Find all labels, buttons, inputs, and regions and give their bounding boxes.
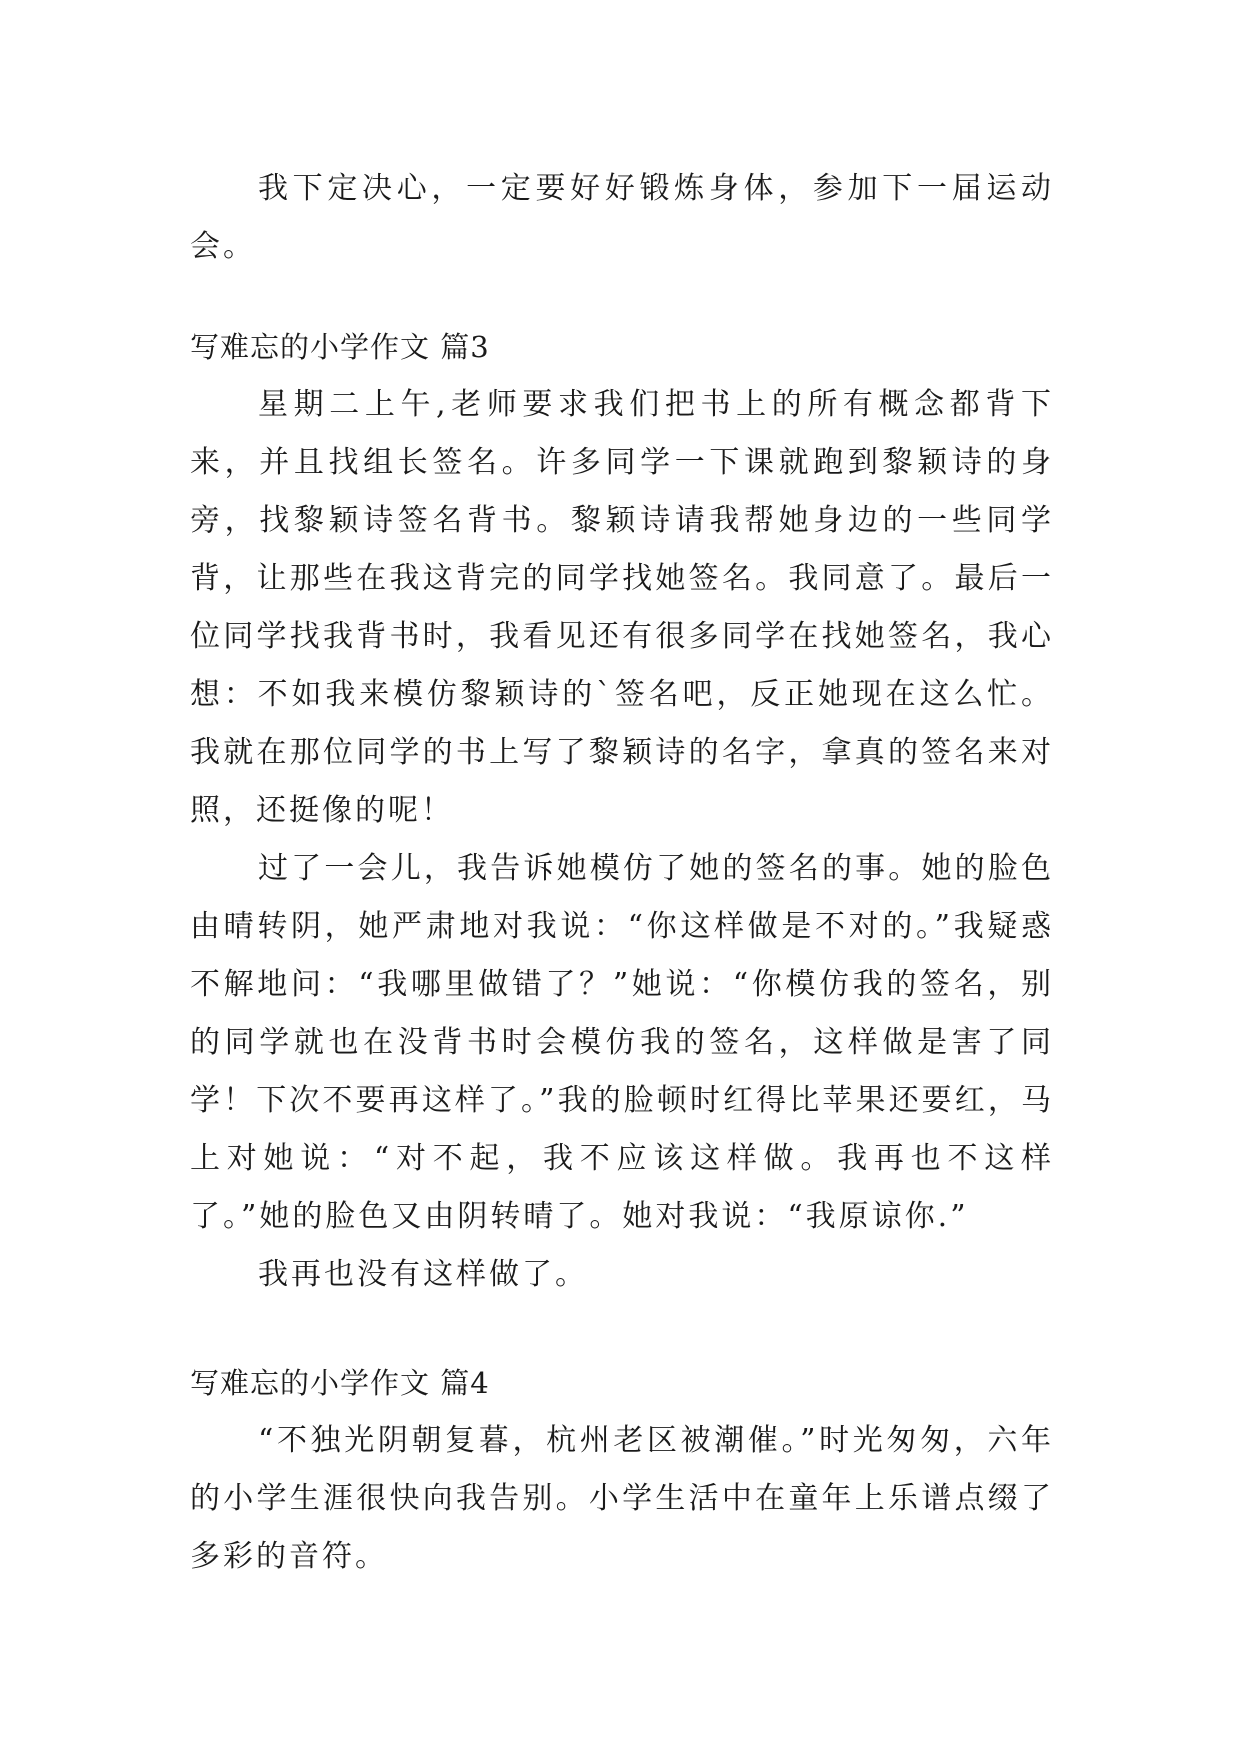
intro-paragraph: 我下定决心，一定要好好锻炼身体，参加下一届运动会。 bbox=[190, 171, 1054, 264]
section-heading-3: 写难忘的小学作文 篇3 bbox=[190, 330, 490, 364]
section-3-paragraph-2: 过了一会儿，我告诉她模仿了她的签名的事。她的脸色由晴转阴，她严肃地对我说：“你这样做是不对的。”我疑惑不解地问：“我哪里做错了？”她说：“你模仿我的签名，别的同学就也在没背书时会模仿我的签名，这样做是害了同学！下次不要再这样了。”我的脸顿时红得比苹果还要红，马上对她说：“对不起，我不应该这样做。我再也不这样了。”她的脸色又由阴转晴了。她对我说：“我原谅你.” bbox=[190, 851, 1054, 1234]
document-body bbox=[190, 160, 1054, 1586]
section-3-paragraph-1: 星期二上午,老师要求我们把书上的所有概念都背下来，并且找组长签名。许多同学一下课就跑到黎颖诗的身旁，找黎颖诗签名背书。黎颖诗请我帮她身边的一些同学背，让那些在我这背完的同学找她签名。我同意了。最后一位同学找我背书时，我看见还有很多同学在找她签名，我心想：不如我来模仿黎颖诗的`签名吧，反正她现在这么忙。我就在那位同学的书上写了黎颖诗的名字，拿真的签名来对照，还挺像的呢！ bbox=[190, 387, 1054, 828]
section-4-paragraph-1: “不独光阴朝复暮，杭州老区被潮催。”时光匆匆，六年的小学生涯很快向我告别。小学生活中在童年上乐谱点缀了多彩的音符。 bbox=[190, 1423, 1054, 1574]
section-3-paragraph-3: 我再也没有这样做了。 bbox=[258, 1257, 588, 1292]
section-heading-4: 写难忘的小学作文 篇4 bbox=[190, 1366, 490, 1400]
